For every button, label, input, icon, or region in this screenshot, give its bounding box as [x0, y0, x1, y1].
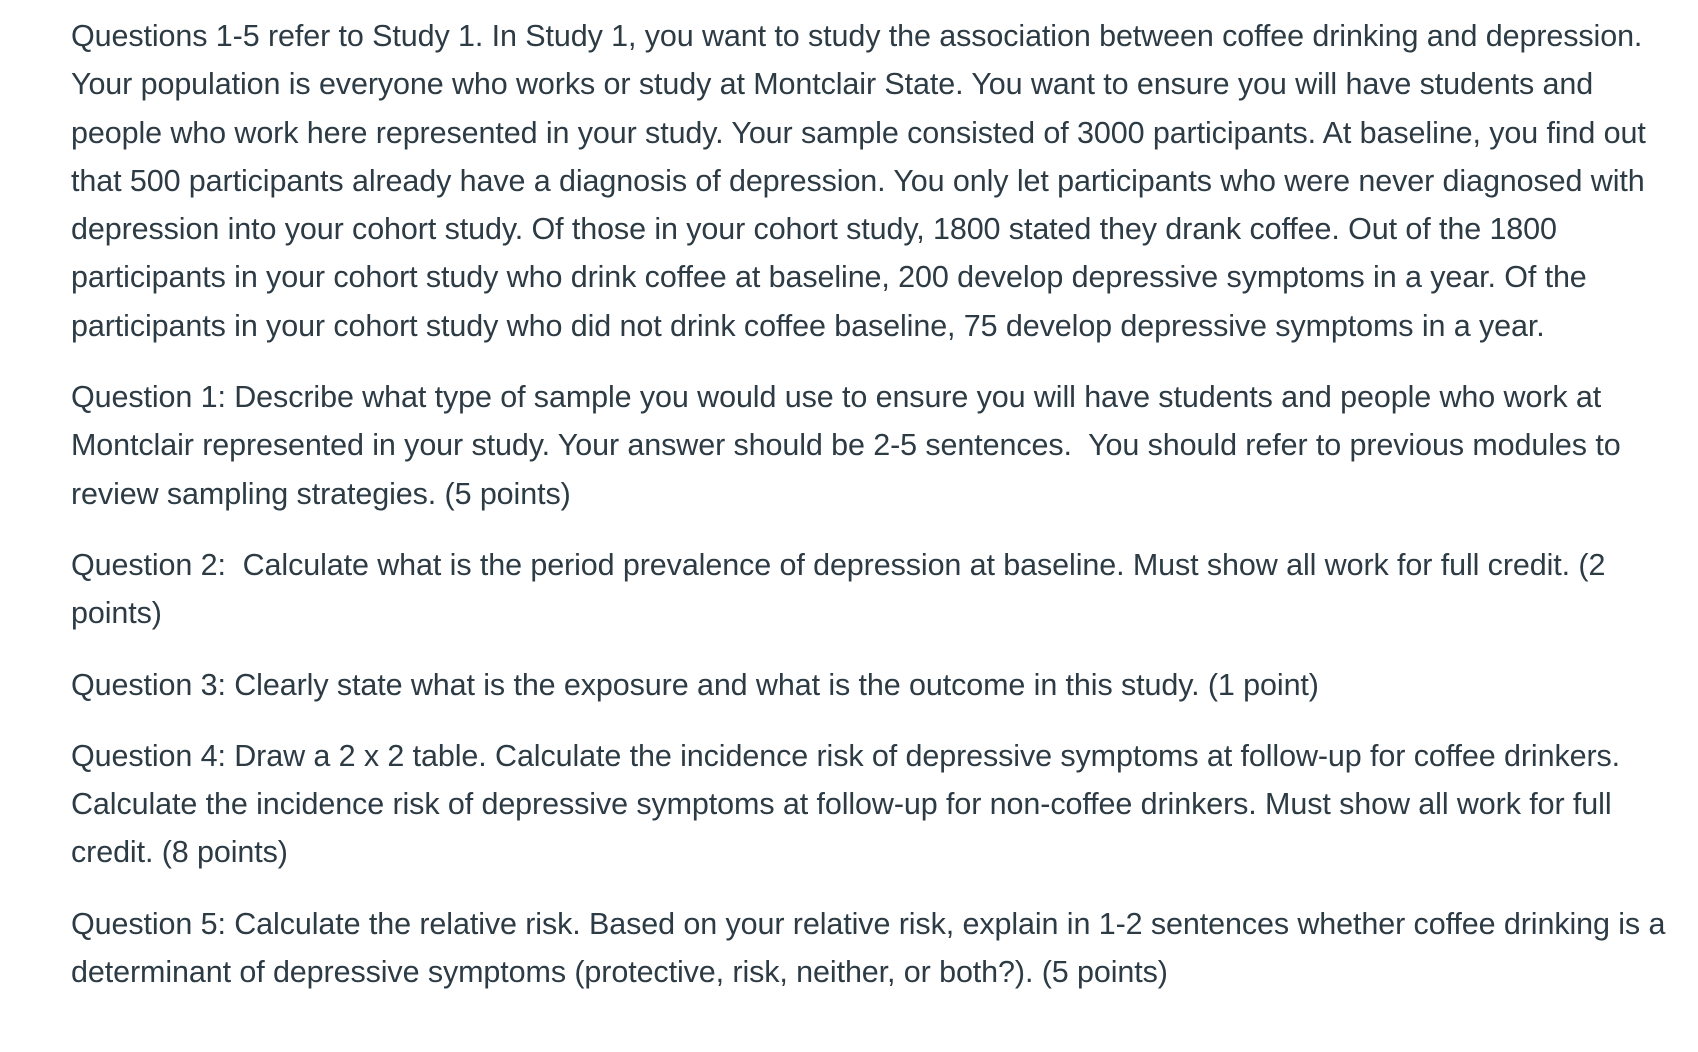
question-2-paragraph: Question 2: Calculate what is the period prevalence of depression at baseline. Must show all work for full credit. (2 points)	[71, 547, 1614, 631]
question-4-paragraph: Question 4: Draw a 2 x 2 table. Calculate the incidence risk of depressive symptoms at follow-up for coffee drinkers. Calculate the incidence risk of depressive symptoms at follow-up for non-coffee drinkers. Must show all work for full credit. (8 points)	[71, 738, 1629, 870]
study-intro-paragraph: Questions 1-5 refer to Study 1. In Study 1, you want to study the association between coffee drinking and depression. Your population is everyone who works or study at Montclair State. You want to ensure you will have students and people who work here represented in your study. Your sample consisted of 3000 participants. At baseline, you find out that 500 participants already have a diagnosis of depression. You only let participants who were never diagnosed with depression into your cohort study. Of those in your cohort study, 1800 stated they drank coffee. Out of the 1800 participants in your cohort study who drink coffee at baseline, 200 develop depressive symptoms in a year. Of the participants in your cohort study who did not drink coffee baseline, 75 develop depressive symptoms in a year.	[71, 19, 1655, 343]
assignment-content	[71, 12, 1674, 1019]
question-1-paragraph: Question 1: Describe what type of sample you would use to ensure you will have students and people who work at Montclair represented in your study. Your answer should be 2-5 sentences. You should refer to previous modules to review sampling strategies. (5 points)	[71, 380, 1629, 511]
question-3-paragraph: Question 3: Clearly state what is the exposure and what is the outcome in this study. (1 point)	[71, 667, 1319, 702]
question-5-paragraph: Question 5: Calculate the relative risk. Based on your relative risk, explain in 1-2 sentences whether coffee drinking is a determinant of depressive symptoms (protective, risk, neither, or both?). (5 points)	[71, 906, 1674, 990]
